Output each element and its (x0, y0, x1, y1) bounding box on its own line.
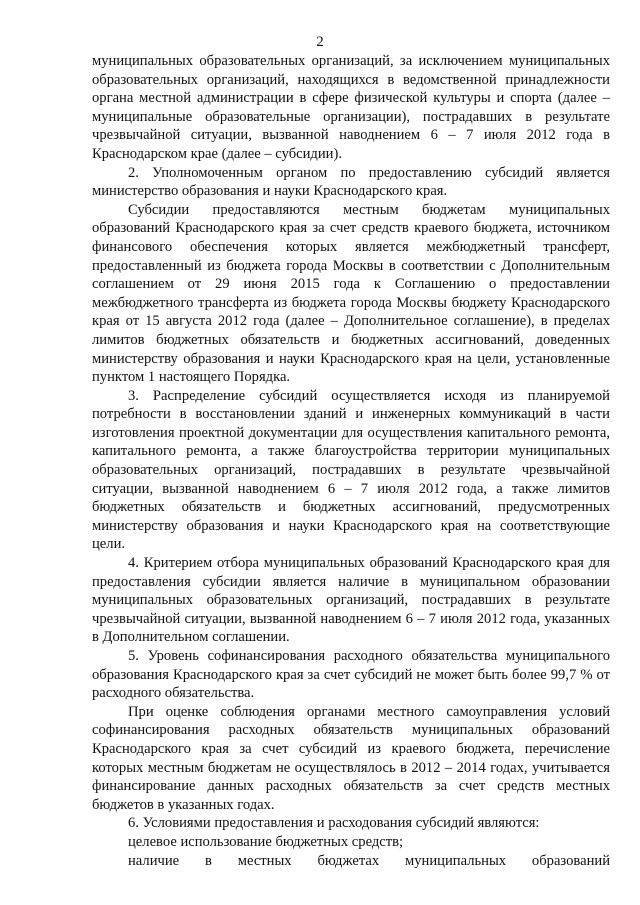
paragraph-2-authorized-body: 2. Уполномоченным органом по предоставлению субсидий является министерство образования и науки Краснодарского края. (92, 164, 610, 200)
paragraph-local-budgets: наличие в местных бюджетах муниципальных образований (128, 852, 610, 869)
paragraph-5-cofinancing-level: 5. Уровень софинансирования расходного обязательства муниципального образования Краснодарского края за счет субсидий не может быть более 99,7 % от расходного обязательства. (92, 648, 610, 702)
paragraph-1-continuation: муниципальных образовательных организаций, за исключением муниципальных образовательных организаций, находящихся в ведомственной принадлежности органа местной администрации в сфере физической культуры и спорта (далее – муниципальные образовательные организации), пострадавших в результате чрезвычайной ситуации, вызванной наводнением 6 – 7 июля 2012 года в Краснодарском крае (далее – субсидии). (92, 53, 610, 162)
page-number: 2 (316, 34, 324, 50)
paragraph-6-conditions: 6. Условиями предоставления и расходования субсидий являются: (128, 815, 540, 832)
paragraph-subsidies-source: Субсидии предоставляются местным бюджетам муниципальных образований Краснодарского края за счет средств краевого бюджета, источником финансового обеспечения которых является межбюджетный трансферт, предоставленный из бюджета города Москвы в соответствии с Дополнительным соглашением от 29 июня 2015 года к Соглашению о предоставлении межбюджетного трансферта из бюджета города Москвы бюджету Краснодарского края от 15 августа 2012 года (далее – Дополнительное соглашение), в пределах лимитов бюджетных обязательств и бюджетных ассигнований, доведенных министерству образования и науки Краснодарского края на цели, установленные пунктом 1 настоящего Порядка. (92, 201, 610, 386)
document-body (92, 52, 610, 870)
paragraph-4-selection-criterion: 4. Критерием отбора муниципальных образований Краснодарского края для предоставления субсидии является наличие в муниципальном образовании муниципальных образовательных организаций, пострадавших в результате чрезвычайной ситуации, вызванной наводнением 6 – 7 июля 2012 года, указанных в Дополнительном соглашении. (92, 555, 610, 646)
paragraph-cofinancing-assessment: При оценке соблюдения органами местного самоуправления условий софинансирования расходных обязательств муниципальных образований Краснодарского края за счет субсидий из краевого бюджета, перечисление которых местным бюджетам не осуществлялось в 2012 – 2014 годах, учитывается финансирование данных расходных обязательств за счет средств местных бюджетов в указанных годах. (92, 703, 610, 813)
paragraph-3-distribution: 3. Распределение субсидий осуществляется исходя из планируемой потребности в восстановлении зданий и инженерных коммуникаций в части изготовления проектной документации для осуществления капитального ремонта, капитального ремонта, а также благоустройства территории муниципальных образовательных организаций, пострадавших в результате чрезвычайной ситуации, вызванной наводнением 6 – 7 июля 2012 года, а также лимитов бюджетных обязательств и бюджетных ассигнований, предусмотренных министерству образования и науки Краснодарского края на соответствующие цели. (92, 387, 610, 553)
paragraph-targeted-use: целевое использование бюджетных средств; (128, 833, 404, 850)
